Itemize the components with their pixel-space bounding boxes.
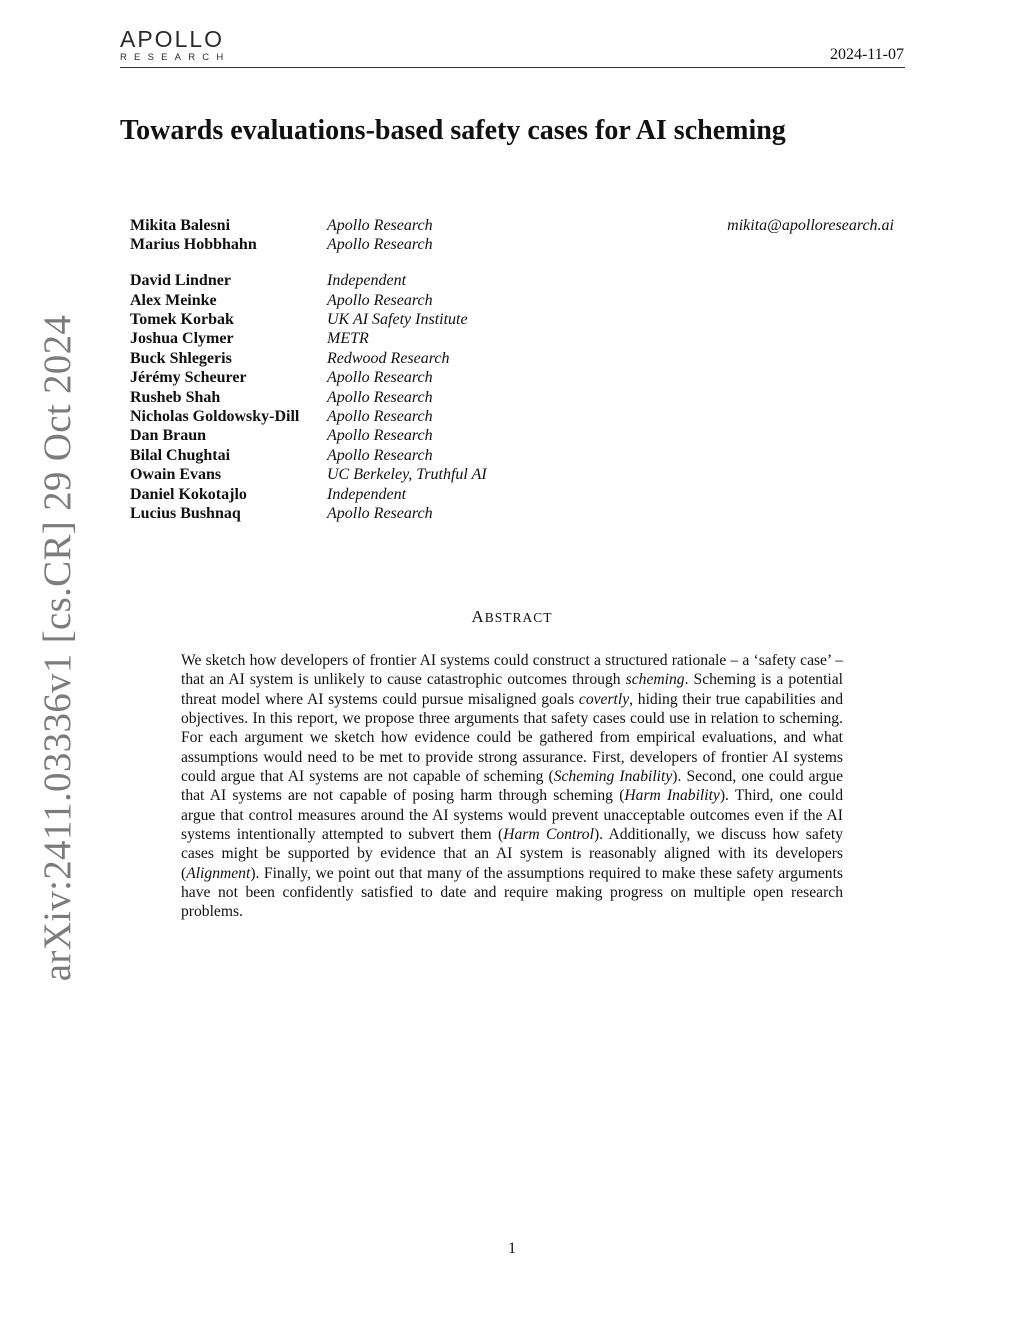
abstract-emphasis: covertly bbox=[578, 690, 630, 708]
abstract-text bbox=[181, 651, 843, 922]
abstract-segment: ). Finally, we point out that many of the assumptions required to make these safety arguments have not been confidently satisfied to date and require making progress on multiple open research problems. bbox=[181, 864, 843, 921]
paper-title: Towards evaluations-based safety cases for AI scheming bbox=[120, 115, 786, 146]
page-number: 1 bbox=[508, 1240, 516, 1257]
author-row bbox=[130, 329, 900, 348]
paper-date: 2024-11-07 bbox=[829, 46, 904, 63]
author-affiliation: Apollo Research bbox=[327, 408, 433, 426]
abstract-segment: ). Additionally, we discuss how safety cases might be supported by evidence that an AI system is reasonably aligned with its developers ( bbox=[181, 826, 844, 882]
author-name: Buck Shlegeris bbox=[130, 349, 232, 367]
author-name: Nicholas Goldowsky-Dill bbox=[130, 408, 300, 426]
author-affiliation: Apollo Research bbox=[327, 217, 433, 234]
abstract-emphasis: Harm Inability bbox=[624, 787, 720, 805]
abstract-emphasis: Alignment bbox=[186, 864, 251, 882]
author-name: Owain Evans bbox=[130, 466, 222, 484]
author-name: Daniel Kokotajlo bbox=[130, 485, 247, 503]
author-name: David Lindner bbox=[130, 272, 231, 290]
author-name: Joshua Clymer bbox=[130, 330, 234, 348]
abstract-heading-initial: A bbox=[471, 607, 485, 626]
author-row bbox=[130, 485, 900, 504]
author-affiliation: Independent bbox=[327, 272, 407, 290]
author-affiliation: Apollo Research bbox=[327, 388, 433, 406]
author-affiliation: UC Berkeley, Truthful AI bbox=[327, 466, 487, 484]
author-affiliation: METR bbox=[327, 330, 369, 348]
author-row bbox=[130, 235, 900, 254]
abstract-heading bbox=[0, 606, 1024, 629]
author-affiliation: UK AI Safety Institute bbox=[327, 311, 468, 329]
author-affiliation: Independent bbox=[327, 485, 407, 503]
abstract-segment: ). Third, one could argue that control measures around the AI systems would prevent unacceptable outcomes even if the AI systems intentionally attempted to subvert them ( bbox=[181, 787, 844, 844]
author-row bbox=[130, 388, 900, 407]
apollo-research-logo bbox=[120, 28, 245, 64]
author-row bbox=[130, 446, 900, 465]
author-name: Rusheb Shah bbox=[130, 388, 221, 406]
abstract-segment: . Scheming is a potential threat model where AI systems could pursue misaligned goals bbox=[181, 671, 843, 708]
author-row bbox=[130, 368, 900, 387]
author-row bbox=[130, 407, 900, 426]
abstract-segment: , hiding their true capabilities and objectives. In this report, we propose three arguments that safety cases could use in relation to scheming. For each argument we sketch how evidence could be gathered from empirical evaluations, and what assumptions would need to be met to provide strong assurance. First, developers of frontier AI systems could argue that AI systems are not capable of scheming ( bbox=[181, 690, 843, 786]
author-row bbox=[130, 349, 900, 368]
logo-subtitle: RESEARCH bbox=[120, 52, 231, 63]
author-name: Jérémy Scheurer bbox=[130, 369, 247, 387]
author-affiliation: Apollo Research bbox=[327, 236, 433, 254]
author-affiliation: Apollo Research bbox=[327, 369, 433, 387]
author-affiliation: Apollo Research bbox=[327, 291, 433, 309]
author-affiliation: Apollo Research bbox=[327, 427, 433, 445]
author-name: Lucius Bushnaq bbox=[130, 504, 241, 522]
author-name: Mikita Balesni bbox=[130, 217, 231, 234]
abstract-emphasis: Harm Control bbox=[503, 826, 594, 844]
author-row bbox=[130, 426, 900, 445]
author-name: Dan Braun bbox=[130, 427, 207, 445]
author-affiliation: Redwood Research bbox=[327, 349, 450, 367]
abstract-emphasis: scheming bbox=[625, 671, 685, 689]
author-row bbox=[130, 216, 900, 235]
author-row bbox=[130, 271, 900, 290]
author-name: Alex Meinke bbox=[130, 291, 217, 309]
abstract-segment: We sketch how developers of frontier AI systems could construct a structured rationale – a ‘safety case’ – that an AI system is unlikely to cause catastrophic outcomes through bbox=[181, 652, 843, 689]
author-row bbox=[130, 504, 900, 523]
author-row bbox=[130, 310, 900, 329]
arxiv-identifier: arXiv:2411.03336v1 [cs.CR] 29 Oct 2024 bbox=[36, 314, 79, 982]
abstract-heading-rest: BSTRACT bbox=[484, 610, 553, 625]
author-email: mikita@apolloresearch.ai bbox=[727, 217, 894, 234]
author-row bbox=[130, 465, 900, 484]
abstract-segment: ). Second, one could argue that AI systems are not capable of posing harm through scheming ( bbox=[181, 768, 844, 805]
author-row bbox=[130, 291, 900, 310]
author-affiliation: Apollo Research bbox=[327, 446, 433, 464]
author-name: Marius Hobbhahn bbox=[130, 236, 257, 254]
author-name: Bilal Chughtai bbox=[130, 446, 231, 464]
author-name: Tomek Korbak bbox=[130, 311, 234, 329]
author-list bbox=[130, 216, 900, 523]
author-affiliation: Apollo Research bbox=[327, 504, 433, 522]
abstract-emphasis: Scheming Inability bbox=[553, 768, 673, 786]
header-divider bbox=[120, 67, 905, 68]
logo-wordmark: APOLLO bbox=[120, 26, 225, 52]
